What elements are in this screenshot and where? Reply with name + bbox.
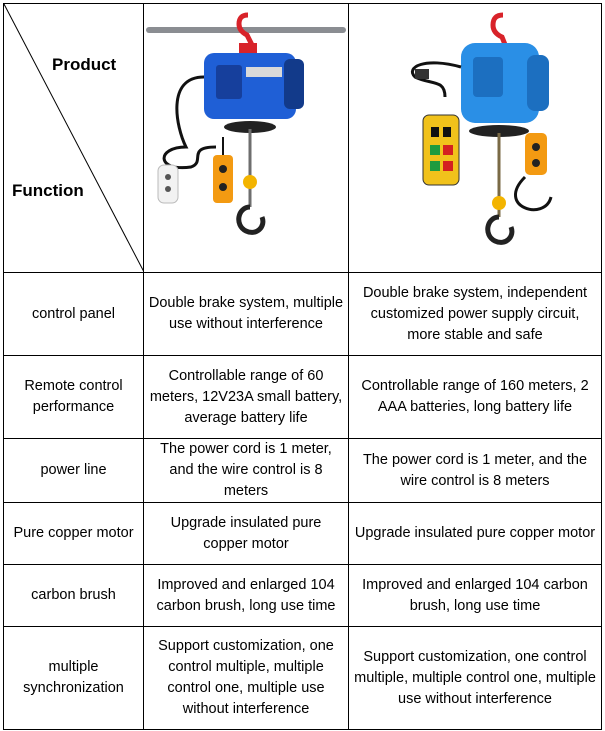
diagonal-header-cell: [4, 4, 144, 273]
right-product-cell: Double brake system, independent customized power supply circuit, more stable and safe: [349, 273, 602, 356]
function-header-label: Function: [12, 181, 84, 200]
header-row: [4, 4, 602, 273]
right-product-cell: The power cord is 1 meter, and the wire control is 8 meters: [349, 439, 602, 503]
diagonal-divider: [4, 4, 144, 272]
function-label: multiple synchronization: [4, 627, 144, 730]
product-left-hoist-image: [146, 7, 346, 269]
right-product-cell: Support customization, one control multiple, multiple control one, multiple use without interference: [349, 627, 602, 730]
product-left-image-cell: [144, 4, 349, 273]
product-right-hoist-image: [375, 7, 575, 269]
table-row: [4, 503, 602, 565]
table-row: [4, 356, 602, 439]
left-product-cell: Double brake system, multiple use without interference: [144, 273, 349, 356]
left-product-cell: Support customization, one control multiple, multiple control one, multiple use without interference: [144, 627, 349, 730]
function-label: Remote control performance: [4, 356, 144, 439]
table-row: [4, 273, 602, 356]
comparison-table: [3, 3, 602, 730]
right-product-cell: Upgrade insulated pure copper motor: [349, 503, 602, 565]
right-product-cell: Improved and enlarged 104 carbon brush, long use time: [349, 565, 602, 627]
table-row: [4, 565, 602, 627]
left-product-cell: Controllable range of 60 meters, 12V23A small battery, average battery life: [144, 356, 349, 439]
function-label: control panel: [4, 273, 144, 356]
function-label: Pure copper motor: [4, 503, 144, 565]
table-row: [4, 439, 602, 503]
right-product-cell: Controllable range of 160 meters, 2 AAA batteries, long battery life: [349, 356, 602, 439]
left-product-cell: Upgrade insulated pure copper motor: [144, 503, 349, 565]
product-header-label: Product: [52, 55, 117, 74]
left-product-cell: Improved and enlarged 104 carbon brush, long use time: [144, 565, 349, 627]
function-label: carbon brush: [4, 565, 144, 627]
product-right-image-cell: [349, 4, 602, 273]
function-label: power line: [4, 439, 144, 503]
left-product-cell: The power cord is 1 meter, and the wire control is 8 meters: [144, 439, 349, 503]
table-row: [4, 627, 602, 730]
